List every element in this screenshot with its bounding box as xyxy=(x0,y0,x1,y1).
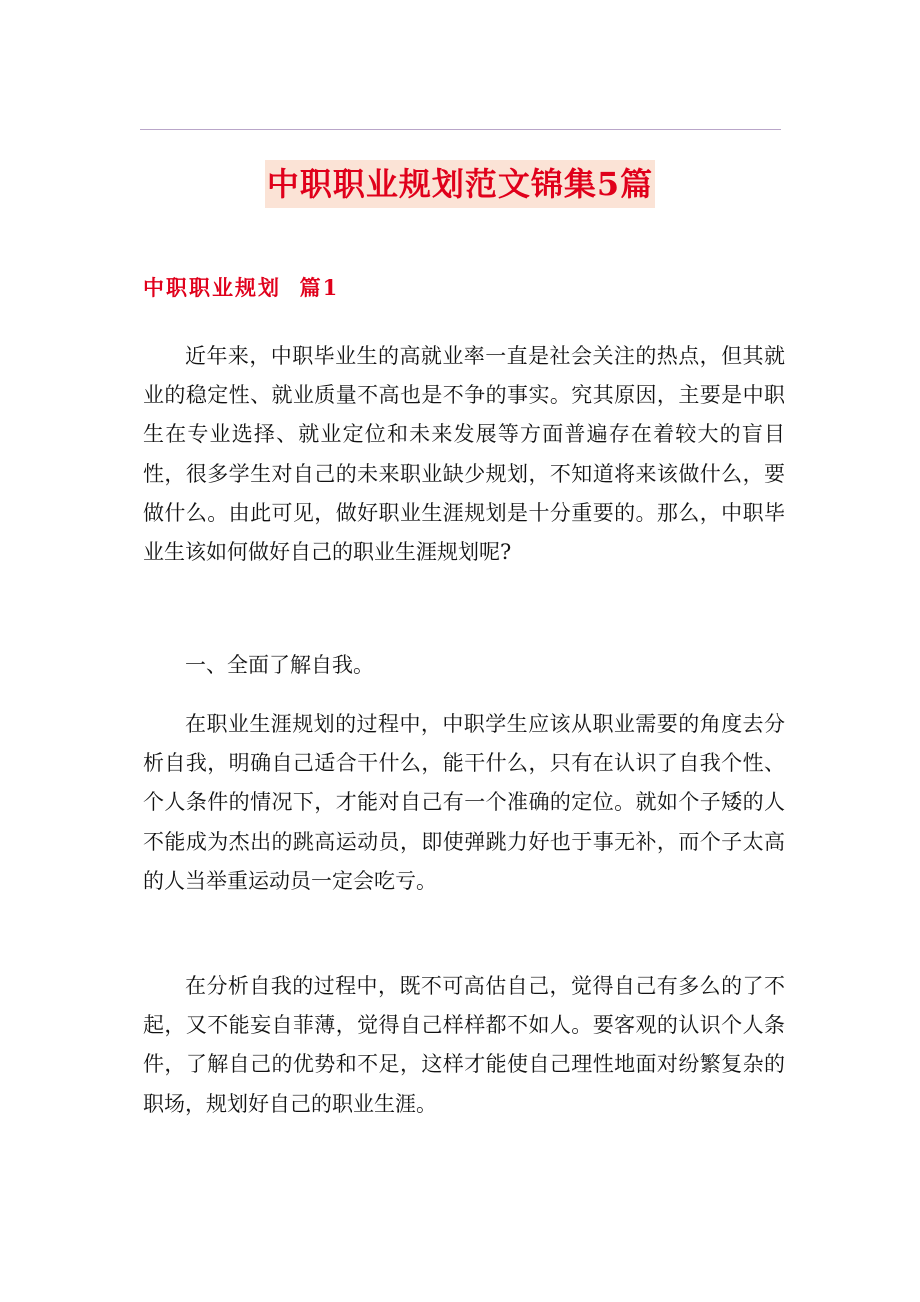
title-container xyxy=(0,160,920,208)
header-divider xyxy=(140,129,781,130)
paragraph-self-analysis: 在职业生涯规划的过程中，中职学生应该从职业需要的角度去分析自我，明确自己适合干什么，能干什么，只有在认识了自我个性、个人条件的情况下，才能对自己有一个准确的定位。就如个子矮的人不能成为杰出的跳高运动员，即使弹跳力好也于事无补，而个子太高的人当举重运动员一定会吃亏。 xyxy=(143,712,785,893)
paragraph-subheading: 一、全面了解自我。 xyxy=(185,653,374,677)
document-title: 中职职业规划范文锦集5篇 xyxy=(265,160,655,208)
section-heading: 中职职业规划 篇1 xyxy=(143,275,340,300)
paragraph-intro: 近年来，中职毕业生的高就业率一直是社会关注的热点，但其就业的稳定性、就业质量不高也是不争的事实。究其原因，主要是中职生在专业选择、就业定位和未来发展等方面普遍存在着较大的盲目性，很多学生对自己的未来职业缺少规划，不知道将来该做什么，要做什么。由此可见，做好职业生涯规划是十分重要的。那么，中职毕业生该如何做好自己的职业生涯规划呢? xyxy=(143,344,785,565)
paragraph-objective-view: 在分析自我的过程中，既不可高估自己，觉得自己有多么的了不起，又不能妄自菲薄，觉得自己样样都不如人。要客观的认识个人条件，了解自己的优势和不足，这样才能使自己理性地面对纷繁复杂的职场，规划好自己的职业生涯。 xyxy=(143,974,785,1116)
